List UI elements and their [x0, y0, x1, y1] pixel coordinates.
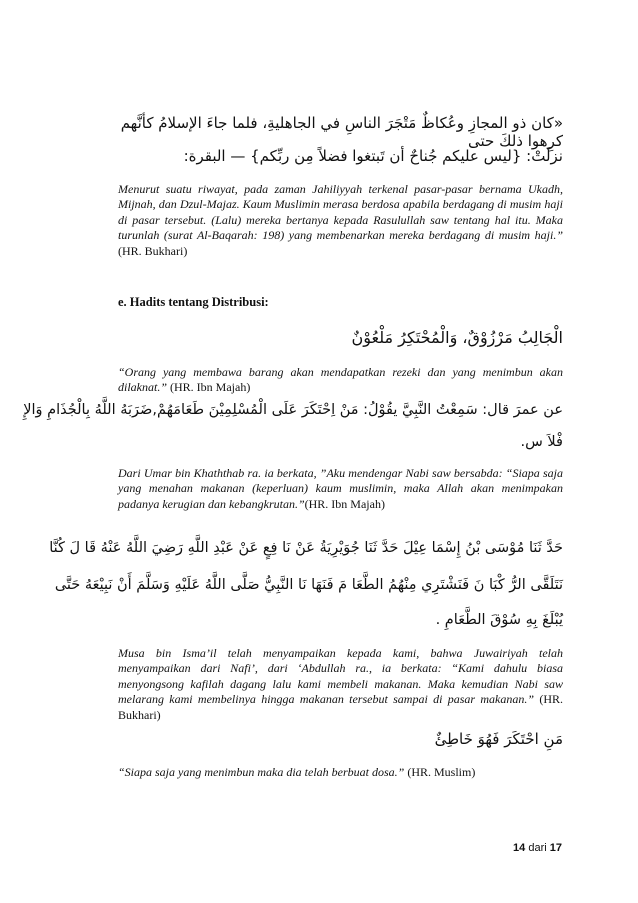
page-number-current: 14 [513, 842, 526, 854]
hadith-2-translation [118, 466, 563, 512]
hadith-3-arabic-line-2: نَتَلَقَّى الرُّ كْبَا نَ فَنَشْتَرِي مِنْهُمُ الطَّعَا مَ فَنَهَا نَا النَّبِيُّ صَلَّى اللَّهُ عَلَيْهِ وَسَلَّمَ أَنْ نَبِيْعَهُ حَتَّى [54, 577, 563, 593]
page-number-total: 17 [549, 842, 562, 854]
section-heading: e. Hadits tentang Distribusi: [118, 295, 269, 309]
hadith-2-arabic-line-2: فْلاَ س. [520, 434, 563, 450]
passage-1-arabic-line-2: نزلَتْ: {ليس عليكم جُناحٌ أن تَبتغوا فضلاً مِن ربِّكم} — البقرة: [183, 147, 563, 165]
page-number-separator: dari [525, 842, 550, 854]
hadith-2-arabic-line-1: عن عمرَ قال: سَمِعْتُ النَّبِيَّ يقُوْلُ: مَنْ اِحْتَكَرَ عَلَى الْمُسْلِمِيْنَ طَعَامَهُمْ,ضَرَبَهُ اللَّهُ بِالْجُذَامِ وَالإِ [23, 402, 563, 418]
passage-1-translation [118, 182, 563, 259]
passage-1-translation-text: Menurut suatu riwayat, pada zaman Jahiliyyah terkenal pasar-pasar bernama Ukadh, Mijnah, dan Dzul-Majaz. Kaum Muslimin merasa berdosa apabila berdagang di musim haji di pasar tersebut. (Lalu) mereka bertanya kepada Rasulullah saw tentang hal itu. Maka turunlah (surat Al-Baqarah: 198) yang membenarkan mereka berdagang di musim haji.” [118, 182, 563, 243]
hadith-1-arabic: الْجَالِبُ مَرْزُوْقٌ، وَالْمُحْتَكِرُ مَلْعُوْنٌ [351, 328, 563, 347]
hadith-4-translation-text: “Siapa saja yang menimbun maka dia telah berbuat dosa.” [118, 765, 405, 779]
hadith-3-source: (HR. Bukhari) [118, 692, 564, 722]
hadith-1-translation-text: “Orang yang membawa barang akan mendapatkan rezeki dan yang menimbun akan dilaknat.” [118, 365, 563, 395]
hadith-2-translation-text: Dari Umar bin Khaththab ra. ia berkata, ”Aku mendengar Nabi saw bersabda: “Siapa saja yang menahan makanan (keperluan) kaum muslimin, maka Allah akan menimpakan padanya kerugian dan kebangkrutan.” [118, 466, 563, 511]
hadith-1-source: (HR. Ibn Majah) [167, 380, 251, 395]
hadith-4-arabic: مَنِ احْتَكَرَ فَهُوَ خَاطِئٌ [434, 730, 563, 748]
hadith-3-translation [118, 646, 563, 723]
hadith-2-source: (HR. Ibn Majah) [304, 496, 385, 511]
hadith-3-translation-text: Musa bin Isma’il telah menyampaikan kepada kami, bahwa Juwairiyah telah menyampaikan dari Nafi’, dari ‘Abdullah ra., ia berkata: “Kami dahulu biasa menyongsong kafilah dagang lalu kami membeli makanan. Maka kemudian Nabi saw melarang kami membelinya hingga makanan tersebut sampai di pasar makanan.” [118, 646, 563, 707]
hadith-3-arabic-line-3: يُبْلَغَ بِهِ سُوْقَ الطَّعَامِ . [435, 612, 563, 628]
hadith-3-arabic-line-1: حَدَّ ثَنَا مُوْسَى بْنُ إِسْمَا عِيْلَ حَدَّ ثَنَا جُوَيْرِيَةُ عَنْ نَا فِعٍ عَنْ عَبْدِ اللَّهِ رَضِيَ اللَّهُ عَنْهُ قَا لَ كُنَّا [49, 540, 563, 556]
page-number [513, 842, 562, 854]
hadith-1-translation [118, 365, 563, 396]
hadith-4-translation [118, 765, 563, 780]
passage-1-source: (HR. Bukhari) [118, 243, 188, 258]
hadith-4-source: (HR. Muslim) [404, 765, 476, 779]
passage-1-arabic-line-1: «كان ذو المجازِ وعُكاظٌ مَتْجَرَ الناسِ في الجاهليةِ، فلما جاءَ الإسلامُ كأنَّهم كرِهوا ذلكَ حتى [120, 114, 563, 150]
